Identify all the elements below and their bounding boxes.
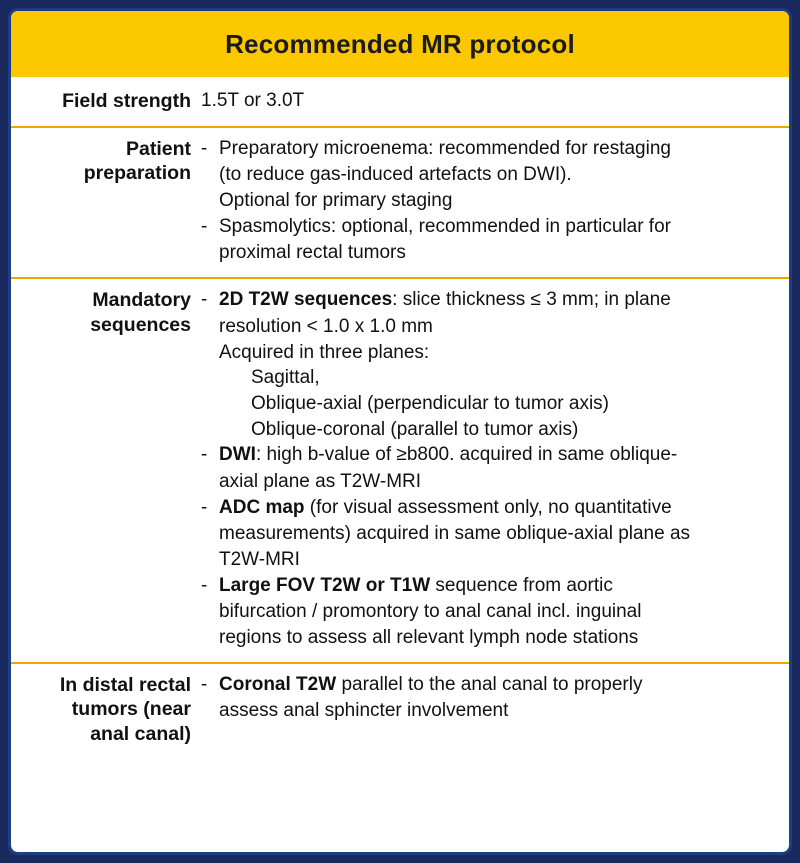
bullet-text (219, 288, 775, 313)
text-line: axial plane as T2W-MRI (219, 470, 422, 492)
bullet-item (201, 288, 775, 313)
table-row (11, 277, 789, 662)
text-line: Oblique-coronal (parallel to tumor axis) (251, 418, 579, 440)
row-label-patient-preparation (11, 137, 201, 186)
bullet-dash: - (201, 496, 208, 518)
text-line: resolution < 1.0 x 1.0 mm (219, 315, 433, 337)
bullet-item (201, 574, 775, 599)
text-line: proximal rectal tumors (219, 242, 406, 264)
bullet-rest: (for visual assessment only, no quantitative (304, 496, 672, 518)
table-row (11, 77, 789, 126)
bullet-dash: - (201, 215, 208, 237)
bullet-bold: DWI (219, 444, 256, 466)
bullet-item (201, 496, 775, 521)
bullet-rest: parallel to the anal canal to properly (336, 673, 643, 695)
row-content-patient-preparation (201, 137, 789, 267)
bullet-dash: - (201, 444, 208, 466)
table-body (11, 77, 789, 852)
bullet-bold: Coronal T2W (219, 673, 337, 695)
bullet-item (201, 215, 775, 240)
bullet-rest: : slice thickness ≤ 3 mm; in plane (392, 289, 671, 311)
bullet-text (219, 215, 775, 240)
text-line: regions to assess all relevant lymph node stations (219, 627, 639, 649)
bullet-text (219, 574, 775, 599)
bullet-bold: 2D T2W sequences (219, 289, 393, 311)
text-line: assess anal sphincter involvement (219, 700, 509, 722)
row-label-line: In distal rectal (59, 673, 191, 696)
text-line: Oblique-axial (perpendicular to tumor axis) (251, 392, 609, 414)
row-content-field-strength (201, 89, 789, 116)
bullet-rest: Preparatory microenema: recommended for restaging (219, 137, 671, 159)
bullet-text (219, 137, 775, 162)
text-line: Acquired in three planes: (219, 341, 430, 363)
row-label-distal-rectal-tumors (11, 673, 201, 746)
row-label-mandatory-sequences (11, 288, 201, 337)
bullet-rest: : high b-value of ≥b800. acquired in same oblique- (255, 444, 678, 466)
bullet-bold: ADC map (219, 496, 305, 518)
text-line: Sagittal, (251, 367, 320, 389)
bullet-item (201, 673, 775, 698)
bullet-rest: sequence from aortic (430, 574, 613, 596)
table-row (11, 126, 789, 277)
row-label-line: Patient (125, 137, 191, 160)
row-label-line: tumors (near (71, 698, 191, 721)
bullet-dash: - (201, 574, 208, 596)
text-line: Optional for primary staging (219, 190, 453, 212)
text-line: T2W-MRI (219, 549, 300, 570)
row-label-line: sequences (90, 313, 191, 336)
bullet-text (219, 443, 775, 468)
table-row (11, 662, 789, 756)
bullet-dash: - (201, 289, 208, 311)
page-title: Recommended MR protocol (225, 28, 575, 59)
bullet-bold: Large FOV T2W or T1W (219, 574, 431, 596)
row-label-line: preparation (83, 162, 191, 185)
text-line: bifurcation / promontory to anal canal incl. inguinal (219, 601, 642, 623)
row-label-field-strength: Field strength (62, 90, 191, 112)
text-line: measurements) acquired in same oblique-axial plane as (219, 523, 691, 545)
bullet-dash: - (201, 673, 208, 695)
text-line: 1.5T or 3.0T (201, 90, 305, 111)
bullet-text (219, 496, 775, 521)
bullet-dash: - (201, 137, 208, 159)
row-label-line: Mandatory (92, 289, 191, 312)
row-label-line: anal canal) (90, 722, 191, 745)
bullet-item (201, 137, 775, 162)
mr-protocol-table (8, 8, 792, 855)
text-line: (to reduce gas-induced artefacts on DWI). (219, 164, 572, 186)
bullet-rest: Spasmolytics: optional, recommended in particular for (219, 215, 671, 237)
row-content-mandatory-sequences (201, 288, 789, 652)
bullet-item (201, 443, 775, 468)
bullet-text (219, 673, 775, 698)
row-content-distal-rectal-tumors (201, 673, 789, 725)
table-title-bar (11, 11, 789, 77)
